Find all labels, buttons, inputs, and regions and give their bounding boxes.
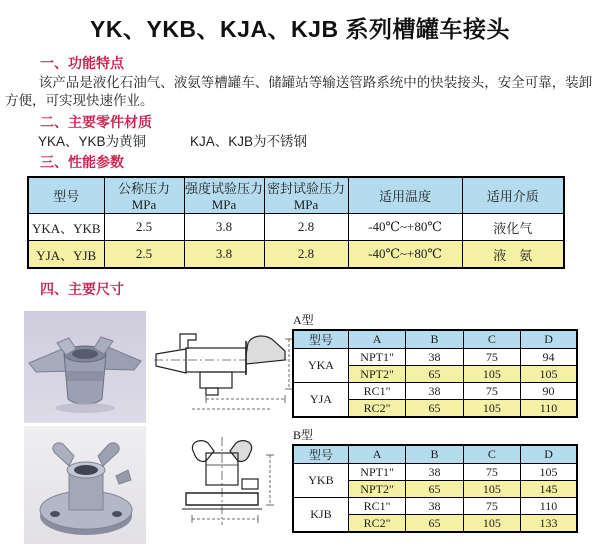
cell-model: KJB: [293, 498, 348, 533]
cell-model: YJA: [293, 383, 348, 418]
cell-c: 105: [463, 481, 520, 498]
materials-line: [38, 133, 600, 150]
cell-d: 110: [521, 400, 577, 418]
dim-header-b: B: [406, 330, 463, 349]
cell-nominal-pressure: 2.5: [104, 214, 184, 241]
cell-b: 65: [406, 515, 463, 533]
cell-strength-pressure: 3.8: [184, 214, 264, 241]
dim-header-a: A: [348, 445, 405, 464]
cell-model: YKB: [293, 464, 348, 498]
cell-seal-pressure: 2.8: [264, 241, 348, 269]
cell-b: 65: [406, 400, 463, 418]
cell-c: 105: [463, 366, 520, 383]
cell-c: 75: [463, 383, 520, 400]
dim-table-a-block: [292, 314, 578, 418]
dim-header-c: C: [463, 330, 520, 349]
dim-header-c: C: [463, 445, 520, 464]
cell-strength-pressure: 3.8: [184, 241, 264, 269]
cell-seal-pressure: 2.8: [264, 214, 348, 241]
cell-b: 38: [406, 498, 463, 515]
cell-d: 94: [521, 349, 577, 366]
perf-header-seal-pressure: 密封试验压力MPa: [264, 177, 348, 214]
dim-header-d: D: [521, 330, 577, 349]
dim-table-b: [292, 444, 578, 533]
perf-header-medium: 适用介质: [462, 177, 564, 214]
performance-table: [27, 176, 565, 269]
dim-row: [293, 383, 577, 400]
cell-d: 110: [521, 498, 577, 515]
page-title: YK、YKB、KJA、KJB 系列槽罐车接头: [90, 16, 510, 42]
section1-body: 该产品是液化石油气、液氨等槽罐车、储罐站等输送管路系统中的快装接头，安全可靠，装卸方便，可实现快速作业。: [5, 75, 593, 108]
cell-d: 145: [521, 481, 577, 498]
dim-table-b-block: [292, 429, 578, 533]
section4-heading: 四、主要尺寸: [40, 281, 124, 297]
perf-header-strength-pressure: 强度试验压力MPa: [184, 177, 264, 214]
cell-thread: RC2": [348, 515, 405, 533]
dim-header-model: 型号: [293, 445, 348, 464]
cell-c: 105: [463, 400, 520, 418]
type-b-product-photo: [24, 426, 146, 544]
dim-row: [293, 464, 577, 481]
dim-header-d: D: [521, 445, 577, 464]
cell-model: YKA: [293, 349, 348, 383]
dimensions-figure-area: [0, 309, 600, 555]
type-a-section-drawing: [152, 327, 294, 419]
cell-c: 75: [463, 464, 520, 481]
cell-d: 133: [521, 515, 577, 533]
cell-b: 38: [406, 464, 463, 481]
cell-model: YKA、YKB: [28, 214, 104, 241]
type-b-section-drawing: [158, 435, 286, 529]
materials-brass: YKA、YKB为黄铜: [38, 134, 147, 149]
perf-header-nominal-pressure: 公称压力 MPa: [104, 177, 184, 214]
cell-thread: NPT1": [348, 349, 405, 366]
cell-temperature: -40℃~+80℃: [348, 241, 462, 269]
performance-row-yka: [28, 214, 564, 241]
cell-thread: NPT1": [348, 464, 405, 481]
cell-nominal-pressure: 2.5: [104, 241, 184, 269]
type-a-product-photo: [24, 311, 146, 423]
cell-thread: RC2": [348, 400, 405, 418]
dim-b-header-row: [293, 445, 577, 464]
cell-temperature: -40℃~+80℃: [348, 214, 462, 241]
cell-d: 105: [521, 366, 577, 383]
dim-header-a: A: [348, 330, 405, 349]
cell-b: 65: [406, 366, 463, 383]
cell-d: 105: [521, 464, 577, 481]
cell-thread: RC1": [348, 498, 405, 515]
cell-c: 105: [463, 515, 520, 533]
cell-c: 75: [463, 498, 520, 515]
cell-medium: 液 氨: [462, 241, 564, 269]
performance-row-yja: [28, 241, 564, 269]
dim-table-b-label: B型: [293, 428, 314, 442]
materials-stainless: KJA、KJB为不锈钢: [190, 134, 308, 149]
dim-row: [293, 498, 577, 515]
dim-table-a: [292, 329, 578, 418]
perf-header-temperature: 适用温度: [348, 177, 462, 214]
dim-header-model: 型号: [293, 330, 348, 349]
cell-model: YJA、YJB: [28, 241, 104, 269]
dim-header-b: B: [406, 445, 463, 464]
cell-b: 65: [406, 481, 463, 498]
cell-medium: 液化气: [462, 214, 564, 241]
dim-a-header-row: [293, 330, 577, 349]
cell-thread: RC1": [348, 383, 405, 400]
performance-header-row: [28, 177, 564, 214]
cell-b: 38: [406, 349, 463, 366]
cell-thread: NPT2": [348, 366, 405, 383]
dim-table-a-label: A型: [293, 313, 314, 327]
cell-d: 90: [521, 383, 577, 400]
perf-header-model: 型号: [28, 177, 104, 214]
section1-heading: 一、功能特点: [40, 55, 124, 71]
section3-heading: 三、性能参数: [40, 154, 124, 170]
cell-b: 38: [406, 383, 463, 400]
cell-c: 75: [463, 349, 520, 366]
dim-row: [293, 349, 577, 366]
cell-thread: NPT2": [348, 481, 405, 498]
section2-heading: 二、主要零件材质: [40, 114, 152, 130]
